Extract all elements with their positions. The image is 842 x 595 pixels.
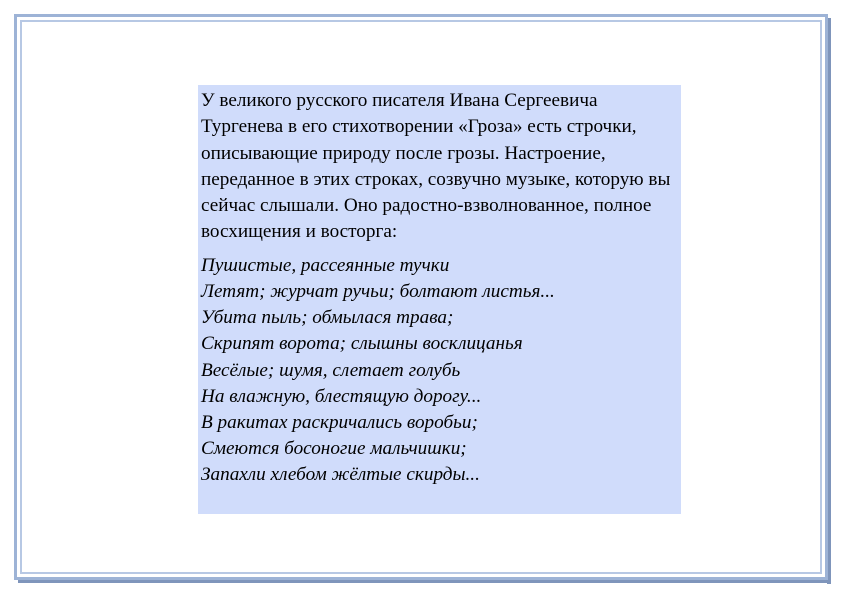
poem-line: На влажную, блестящую дорогу... bbox=[201, 385, 482, 407]
poem-line: В ракитах раскричались воробьи; bbox=[201, 412, 478, 433]
poem-line: Весёлые; шумя, слетает голубь bbox=[201, 359, 461, 381]
poem-line: Запахли хлебом жёлтые скирды... bbox=[201, 464, 480, 486]
intro-paragraph: У великого русского писателя Ивана Сергеевича Тургенева в его стихотворении «Гроза» есть строчки, описывающие природу после грозы. Настроение, переданное в этих строках, созвучно музыке, которую вы сейчас слышали. Оно радостно-взволнованное, полное восхищения и восторга: bbox=[201, 90, 671, 243]
poem-line: Летят; журчат ручьи; болтают листья... bbox=[201, 280, 555, 302]
poem-stanza bbox=[201, 253, 677, 489]
text-box bbox=[198, 85, 681, 514]
poem-line: Пушистые, рассеянные тучки bbox=[201, 254, 450, 276]
poem-line: Смеются босоногие мальчишки; bbox=[201, 438, 467, 460]
poem-line: Убита пыль; обмылася трава; bbox=[201, 307, 454, 329]
poem-line: Скрипят ворота; слышны восклицанья bbox=[201, 333, 523, 355]
